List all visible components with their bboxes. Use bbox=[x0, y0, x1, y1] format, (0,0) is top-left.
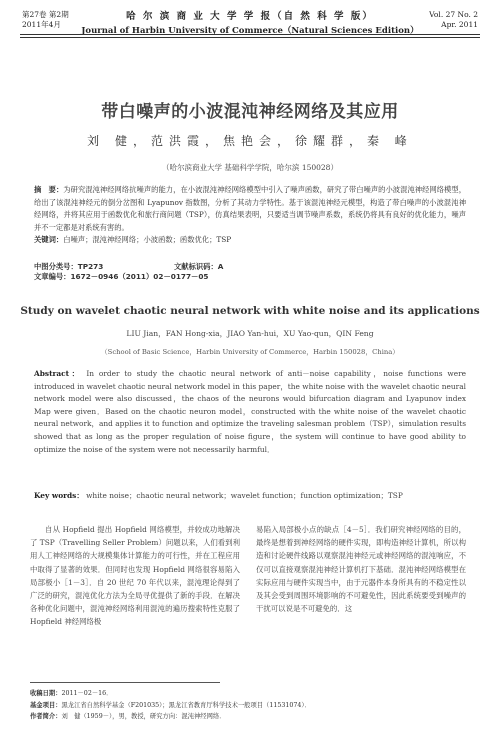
author-label: 作者简介： bbox=[30, 713, 62, 720]
keywords-text-en: white noise；chaotic neural network；wavelet function；function optimization；TSP bbox=[86, 491, 403, 500]
footnote-fund bbox=[30, 700, 470, 712]
body-column-left: 自从 Hopfield 提出 Hopfield 网络模型，并较成功地解决了 TSP（Travelling Seller Problem）问题以来，人们看到利用人工神经网络的大规模集体计算能力的可行性，并在工程应用中取得了显著的效果．但同时也发现 Hopfield 网络很容易陷入局部极小［1－3］．自 20 世纪 70 年代以来，混沌理论得到了广泛的研究，混沌优化方法为全局寻优提供了新的手段．在解决各种优化问题中，混沌神经网络利用混沌的遍历搜索特性克服了 Hopfield 神经网络极 bbox=[30, 525, 240, 627]
fund-label: 基金项目： bbox=[30, 701, 62, 709]
abstract-label-en: Abstract： bbox=[34, 369, 82, 378]
date-cn: 2011年4月 bbox=[22, 20, 61, 29]
abstract-en bbox=[34, 368, 466, 456]
abstract-cn bbox=[34, 184, 466, 247]
date-en: Apr. 2011 bbox=[441, 20, 478, 29]
footnote-received bbox=[30, 688, 470, 700]
author-text: 刘 健（1959－），男，教授，研究方向：混沌神经网络． bbox=[61, 713, 226, 720]
abstract-label-cn: 摘 要： bbox=[34, 185, 64, 194]
keywords-text-cn: 白噪声；混沌神经网络；小波函数；函数优化；TSP bbox=[63, 235, 232, 245]
article-id: 文章编号：1672－0946（2011）02－0177－05 bbox=[34, 272, 209, 281]
body-column-right: 易陷入局部极小点的缺点［4－5］．我们研究神经网络的目的，最终是想着到神经网络的硬件实现，即构造神经计算机，所以构造和讨论硬件线路以观察混沌神经元或神经网络的混沌响应，不仅可以直接观察混沌神经计算机打下基础．混沌神经网络模型在实际应用与硬件实现当中，由于元器件本身所具有的不稳定性以及其会受到周围环境影响的不可避免性，因此系统要受到噪声的干扰可以说是不可避免的．这 bbox=[256, 525, 466, 614]
received-date: 2011－02－16． bbox=[61, 690, 113, 697]
abstract-paragraph-cn bbox=[34, 184, 466, 234]
affiliation-en: （School of Basic Science，Harbin University of Commerce，Harbin 150028，China） bbox=[100, 348, 400, 356]
received-label: 收稿日期： bbox=[30, 690, 62, 697]
journal-title-en: Journal of Harbin University of Commerce（Natural Sciences Edition） bbox=[81, 26, 419, 36]
clc-number: 中图分类号：TP273 bbox=[34, 262, 104, 271]
keywords-cn bbox=[34, 234, 466, 247]
header-right bbox=[429, 10, 478, 30]
abstract-text-en: In order to study the chaotic neural network of anti－noise capability，noise functions were introduced in wavelet chaotic neural network model in this paper，the white noise with the wavelet chaotic neural network model were also discussed，the chaos of the neurons would bifurcation diagram and Lyapunov index Map were given．Based on the chaotic neuron model，constructed with the white noise of the wavelet chaotic neural network，and applies it to function and optimize the traveling salesman problem（TSP），simulation results showed that as long as the proper regulation of noise figure，the system will continue to have good ability to optimize the noise of the system were not necessarily harmful． bbox=[34, 369, 466, 454]
volume-issue-en: Vol. 27 No. 2 bbox=[429, 10, 478, 19]
authors-en: LIU Jian，FAN Hong-xia，JIAO Yan-hui，XU Yao-qun，QIN Feng bbox=[126, 329, 374, 338]
abstract-text-cn: 为研究混沌神经网络抗噪声的能力，在小波混沌神经网络模型中引入了噪声函数，研究了带白噪声的小波混沌神经网络模型，给出了该混沌神经元的倒分岔图和 Lyapunov 指数图，分析了其动力学特性。基于该混沌神经元模型，构造了带白噪声的小波混沌神经网络，并将其应用于函数优化和旅行商问题（TSP），仿真结果表明，只要适当调节噪声系数，系统仍将具有良好的优化能力，噪声并不一定都是对系统有害的。 bbox=[34, 185, 467, 232]
keywords-label-cn: 关键词： bbox=[34, 235, 64, 245]
footnote-rule bbox=[30, 682, 220, 683]
affiliation-cn: （哈尔滨商业大学 基础科学学院，哈尔滨 150028） bbox=[162, 163, 338, 172]
keywords-label-en: Key words： bbox=[34, 491, 84, 500]
document-code: 文献标识码：A bbox=[174, 262, 224, 271]
classification-line bbox=[34, 262, 466, 282]
journal-title-cn: 哈 尔 滨 商 业 大 学 学 报（自 然 科 学 版） bbox=[126, 11, 374, 22]
header-rule-thick bbox=[20, 34, 480, 35]
article-title-cn: 带白噪声的小波混沌神经网络及其应用 bbox=[101, 102, 399, 122]
header-rule-thin bbox=[20, 37, 480, 38]
authors-cn: 刘 健，范洪霞，焦艳会，徐耀群，秦 峰 bbox=[87, 134, 413, 148]
journal-header bbox=[80, 8, 420, 36]
keywords-en bbox=[34, 490, 466, 503]
volume-issue-cn: 第27卷 第2期 bbox=[22, 10, 69, 19]
header-left bbox=[22, 10, 69, 30]
footnote-author bbox=[30, 711, 470, 723]
fund-text: 黑龙江省自然科学基金（F201035）；黑龙江省教育厅科学技术一般项目（11531074）． bbox=[61, 701, 311, 709]
article-title-en: Study on wavelet chaotic neural network with white noise and its applications bbox=[20, 305, 480, 317]
footnotes bbox=[30, 688, 470, 723]
